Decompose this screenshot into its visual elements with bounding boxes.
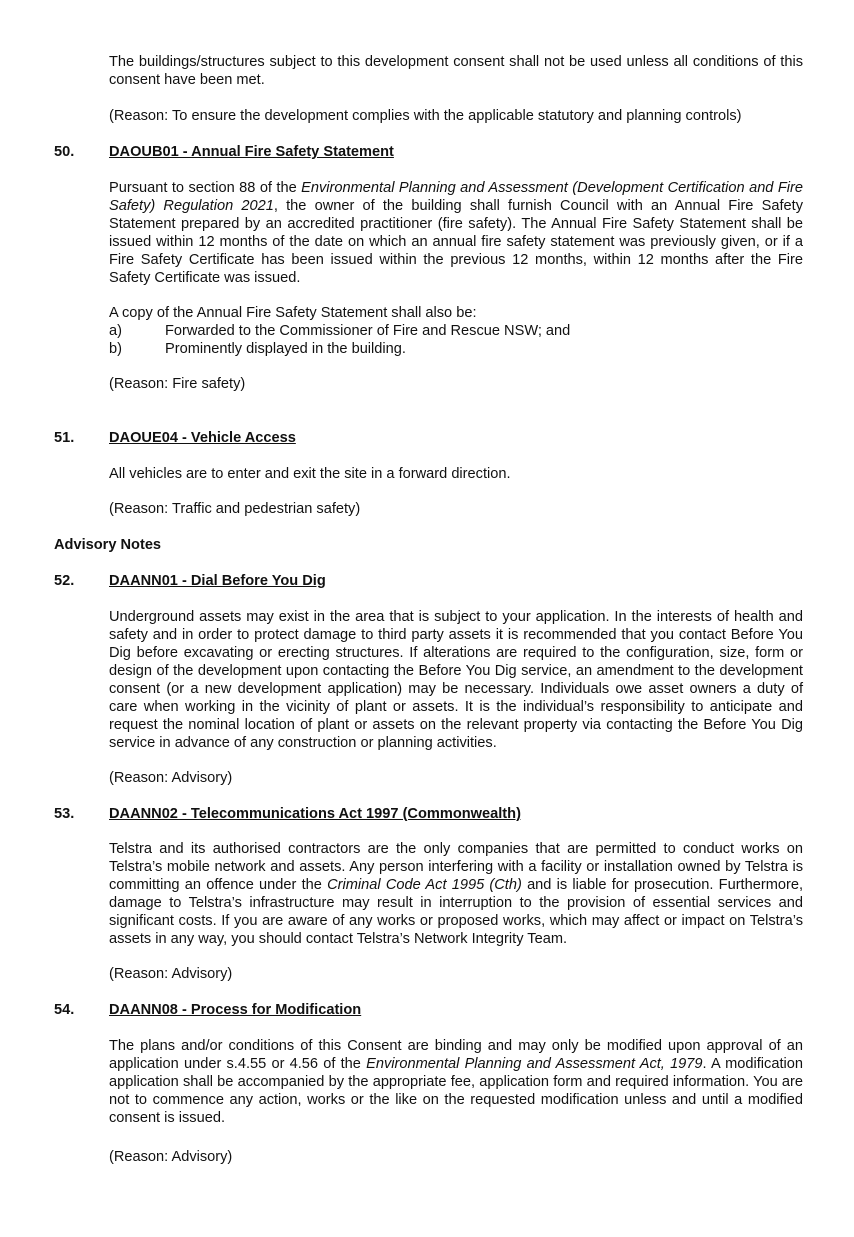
condition-50-item-b-label: b) <box>109 341 122 357</box>
condition-54-text-start: The plans and/or conditions of this Consent are binding and may only be modified upon approval of an application under s.4.55 or 4.56 of the <box>109 1038 803 1072</box>
condition-50-regulation-name: Environmental Planning and Assessment (Development Certification and Fire Safety) Regulation 2021 <box>109 180 803 214</box>
condition-54-title: DAANN08 - Process for Modification <box>109 1002 362 1018</box>
condition-50-item-a-label: a) <box>109 323 122 339</box>
condition-54-text-end: . A modification application shall be accompanied by the appropriate fee, application form and required information. You are not to commence any action, works or the like on the requested modification unless and until a modified consent is issued. <box>109 1056 803 1126</box>
condition-50-item-b-text: Prominently displayed in the building. <box>165 341 406 357</box>
condition-52-number: 52. <box>54 573 75 589</box>
condition-50-reason: (Reason: Fire safety) <box>109 376 246 392</box>
condition-53-paragraph <box>109 840 803 948</box>
condition-51-number: 51. <box>54 430 75 446</box>
condition-54-paragraph <box>109 1037 803 1127</box>
condition-51-paragraph: All vehicles are to enter and exit the site in a forward direction. <box>109 466 511 482</box>
condition-54-act-name: Environmental Planning and Assessment Act, 1979 <box>366 1056 703 1072</box>
condition-51-title: DAOUE04 - Vehicle Access <box>109 430 296 446</box>
condition-54-number: 54. <box>54 1002 75 1018</box>
intro-paragraph: The buildings/structures subject to this development consent shall not be used unless all conditions of this consent have been met. <box>109 54 803 88</box>
condition-53-title: DAANN02 - Telecommunications Act 1997 (Commonwealth) <box>109 806 521 822</box>
intro-reason: (Reason: To ensure the development complies with the applicable statutory and planning controls) <box>109 108 742 124</box>
condition-53-act-name: Criminal Code Act 1995 (Cth) <box>327 877 522 893</box>
condition-50-copy-intro: A copy of the Annual Fire Safety Statement shall also be: <box>109 305 477 321</box>
condition-52-paragraph: Underground assets may exist in the area that is subject to your application. In the interests of health and safety and in order to protect damage to third party assets it is recommended that you contact Before You Dig before excavating or erecting structures. If alterations are required to the configuration, size, form or design of the development upon contacting the Before You Dig service, an amendment to the development consent (or a new development application) may be necessary. Individuals owe asset owners a duty of care when working in the vicinity of plant or assets. It is the individual’s responsibility to anticipate and request the nominal location of plant or assets on the relevant property via contacting the Before You Dig service in advance of any construction or planning activities. <box>109 609 803 751</box>
condition-51-reason: (Reason: Traffic and pedestrian safety) <box>109 501 361 517</box>
condition-50-item-a-text: Forwarded to the Commissioner of Fire and Rescue NSW; and <box>165 323 571 339</box>
condition-50-number: 50. <box>54 144 75 160</box>
condition-52-reason: (Reason: Advisory) <box>109 770 233 786</box>
condition-53-number: 53. <box>54 806 75 822</box>
condition-52-title: DAANN01 - Dial Before You Dig <box>109 573 326 589</box>
condition-50-text-start: Pursuant to section 88 of the <box>109 180 302 196</box>
condition-53-text-end: and is liable for prosecution. Furthermore, damage to Telstra’s infrastructure may result in interruption to the provision of essential services and significant costs. If you are aware of any works or proposed works, which may affect or impact on Telstra’s assets in any way, you should contact Telstra’s Network Integrity Team. <box>109 877 804 947</box>
advisory-notes-heading: Advisory Notes <box>54 537 162 553</box>
condition-53-text-start: Telstra and its authorised contractors are the only companies that are permitted to conduct works on Telstra’s mobile network and assets. Any person interfering with a facility or installation owned by Telstra is committing an offence under the <box>109 841 803 893</box>
condition-53-reason: (Reason: Advisory) <box>109 966 233 982</box>
condition-50-title: DAOUB01 - Annual Fire Safety Statement <box>109 144 394 160</box>
condition-50-paragraph <box>109 179 803 287</box>
condition-50-text-end: , the owner of the building shall furnish Council with an Annual Fire Safety Statement prepared by an accredited practitioner (fire safety). The Annual Fire Safety Statement shall be issued within 12 months of the date on which an annual fire safety statement was previously given, or if a Fire Safety Certificate has been issued within the previous 12 months, within 12 months after the Fire Safety Certificate was issued. <box>109 198 803 286</box>
condition-54-reason: (Reason: Advisory) <box>109 1149 233 1165</box>
